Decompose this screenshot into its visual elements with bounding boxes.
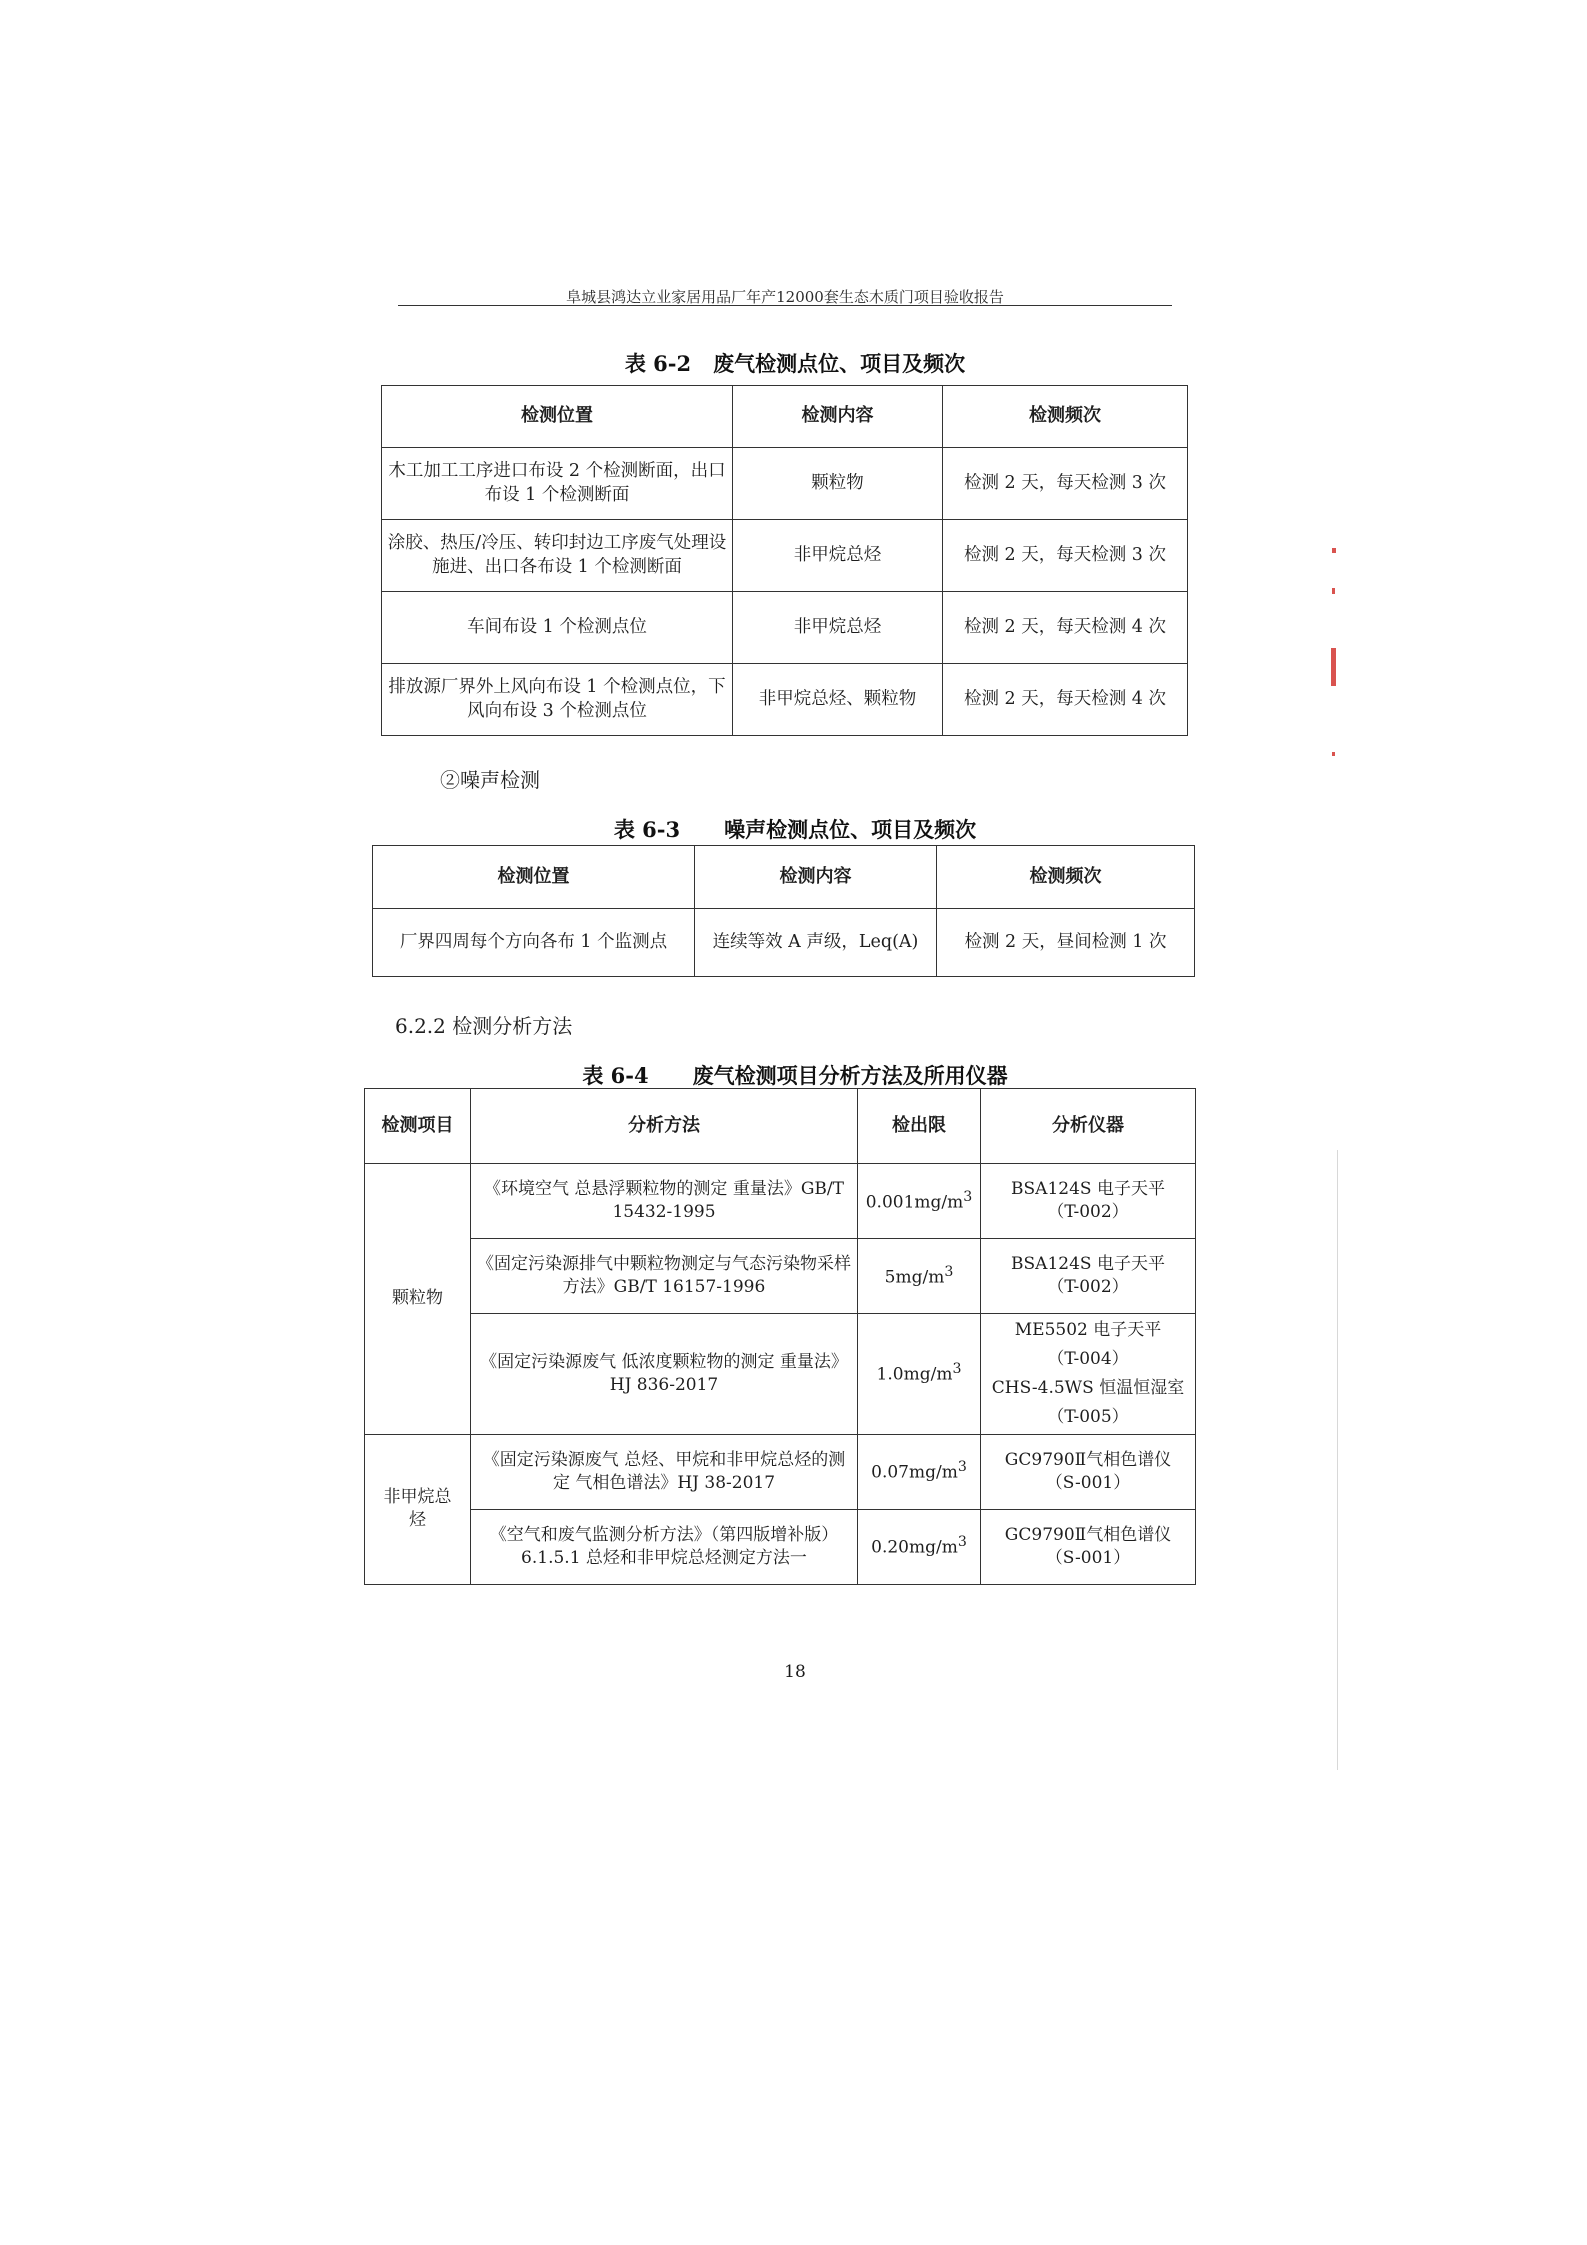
table-6-3-caption	[380, 814, 1210, 844]
instrument-line: （T-004）	[1047, 1348, 1129, 1369]
frequency-cell: 检测 2 天，每天检测 4 次	[943, 592, 1188, 664]
item-cell: 颗粒物	[365, 1164, 471, 1435]
instrument-line: （T-005）	[1047, 1406, 1129, 1427]
table-row	[382, 448, 1188, 520]
table-6-3-title: 噪声检测点位、项目及频次	[724, 817, 977, 842]
table-header-row	[365, 1089, 1196, 1164]
red-seal-fragment	[1331, 648, 1336, 686]
header-cell: 检测位置	[382, 386, 733, 448]
limit-superscript: 3	[963, 1188, 973, 1205]
instrument-line: （T-002）	[1047, 1202, 1129, 1222]
header-rule	[398, 305, 1172, 306]
frequency-cell: 检测 2 天，昼间检测 1 次	[937, 909, 1195, 977]
table-header-row	[373, 846, 1195, 909]
header-cell: 检测频次	[937, 846, 1195, 909]
item-cell: 非甲烷总烃	[365, 1434, 471, 1584]
item-cell: 非甲烷总烃	[733, 592, 943, 664]
table-row	[382, 592, 1188, 664]
header-cell: 检测内容	[695, 846, 937, 909]
method-cell: 《环境空气 总悬浮颗粒物的测定 重量法》GB/T 15432-1995	[471, 1164, 858, 1239]
table-6-2-caption	[380, 348, 1210, 378]
instrument-line: BSA124S 电子天平	[1011, 1254, 1165, 1275]
noise-heading: ②噪声检测	[440, 768, 540, 792]
method-cell: 《固定污染源废气 总烃、甲烷和非甲烷总烃的测定 气相色谱法》HJ 38-2017	[471, 1434, 858, 1509]
instrument-line: （T-002）	[1047, 1277, 1129, 1297]
header-cell: 检测内容	[733, 386, 943, 448]
table-6-4-caption	[380, 1060, 1210, 1090]
limit-cell	[858, 1314, 981, 1435]
limit-cell	[858, 1434, 981, 1509]
limit-superscript: 3	[957, 1534, 967, 1551]
table-6-2-number: 表 6-2	[624, 351, 692, 376]
limit-superscript: 3	[957, 1459, 967, 1476]
header-cell: 检测频次	[943, 386, 1188, 448]
instrument-line: （S-001）	[1045, 1472, 1131, 1493]
location-cell: 涂胶、热压/冷压、转印封边工序废气处理设施进、出口各布设 1 个检测断面	[382, 520, 733, 592]
instrument-line: （S-001）	[1045, 1547, 1131, 1568]
item-cell: 颗粒物	[733, 448, 943, 520]
table-header-row	[382, 386, 1188, 448]
frequency-cell: 检测 2 天，每天检测 3 次	[943, 520, 1188, 592]
table-6-2-title: 废气检测点位、项目及频次	[713, 351, 966, 376]
scan-edge-line	[1337, 1150, 1338, 1770]
table-row	[365, 1239, 1196, 1314]
location-cell: 排放源厂界外上风向布设 1 个检测点位，下风向布设 3 个检测点位	[382, 664, 733, 736]
item-cell: 非甲烷总烃	[733, 520, 943, 592]
table-row	[373, 909, 1195, 977]
table-6-4-title: 废气检测项目分析方法及所用仪器	[692, 1063, 1008, 1088]
limit-superscript: 3	[944, 1263, 954, 1280]
location-cell: 木工加工工序进口布设 2 个检测断面，出口布设 1 个检测断面	[382, 448, 733, 520]
table-row	[365, 1164, 1196, 1239]
table-row	[365, 1509, 1196, 1584]
instrument-cell	[981, 1314, 1196, 1435]
limit-cell	[858, 1239, 981, 1314]
limit-value: 0.07mg/m	[871, 1462, 958, 1483]
frequency-cell: 检测 2 天，每天检测 3 次	[943, 448, 1188, 520]
table-6-2	[381, 385, 1188, 736]
table-6-4	[364, 1088, 1196, 1585]
method-cell: 《空气和废气监测分析方法》（第四版增补版）6.1.5.1 总烃和非甲烷总烃测定方法一	[471, 1509, 858, 1584]
running-header: 阜城县鸿达立业家居用品厂年产12000套生态木质门项目验收报告	[566, 288, 1004, 306]
table-6-4-number: 表 6-4	[582, 1063, 649, 1088]
instrument-cell	[981, 1239, 1196, 1314]
limit-cell	[858, 1164, 981, 1239]
item-cell: 非甲烷总烃、颗粒物	[733, 664, 943, 736]
limit-value: 5mg/m	[884, 1267, 945, 1288]
header-cell: 分析仪器	[981, 1089, 1196, 1164]
limit-value: 0.20mg/m	[871, 1537, 958, 1558]
section-heading: 6.2.2 检测分析方法	[395, 1014, 573, 1038]
instrument-line: GC9790Ⅱ气相色谱仪	[1004, 1524, 1172, 1545]
instrument-line: CHS-4.5WS 恒温恒湿室	[991, 1377, 1185, 1398]
frequency-cell: 检测 2 天，每天检测 4 次	[943, 664, 1188, 736]
table-6-3	[372, 845, 1195, 977]
red-seal-fragment	[1332, 548, 1336, 553]
header-cell: 检出限	[858, 1089, 981, 1164]
instrument-cell	[981, 1164, 1196, 1239]
limit-value: 1.0mg/m	[876, 1365, 953, 1386]
header-cell: 检测项目	[365, 1089, 471, 1164]
red-seal-fragment	[1332, 752, 1335, 756]
limit-value: 0.001mg/m	[865, 1192, 964, 1213]
item-cell: 连续等效 A 声级，Leq(A)	[695, 909, 937, 977]
method-cell: 《固定污染源排气中颗粒物测定与气态污染物采样方法》GB/T 16157-1996	[471, 1239, 858, 1314]
table-row	[365, 1434, 1196, 1509]
page-number: 18	[784, 1662, 806, 1682]
table-row	[382, 664, 1188, 736]
location-cell: 厂界四周每个方向各布 1 个监测点	[373, 909, 695, 977]
instrument-line: GC9790Ⅱ气相色谱仪	[1004, 1449, 1172, 1470]
instrument-cell	[981, 1509, 1196, 1584]
instrument-cell	[981, 1434, 1196, 1509]
location-cell: 车间布设 1 个检测点位	[382, 592, 733, 664]
instrument-line: BSA124S 电子天平	[1011, 1179, 1165, 1200]
instrument-line: ME5502 电子天平	[1014, 1320, 1162, 1340]
header-cell: 分析方法	[471, 1089, 858, 1164]
method-cell: 《固定污染源废气 低浓度颗粒物的测定 重量法》HJ 836-2017	[471, 1314, 858, 1435]
table-row	[382, 520, 1188, 592]
limit-superscript: 3	[952, 1361, 962, 1378]
red-seal-fragment	[1332, 588, 1335, 594]
table-6-3-number: 表 6-3	[613, 817, 681, 842]
table-row	[365, 1314, 1196, 1435]
limit-cell	[858, 1509, 981, 1584]
header-cell: 检测位置	[373, 846, 695, 909]
